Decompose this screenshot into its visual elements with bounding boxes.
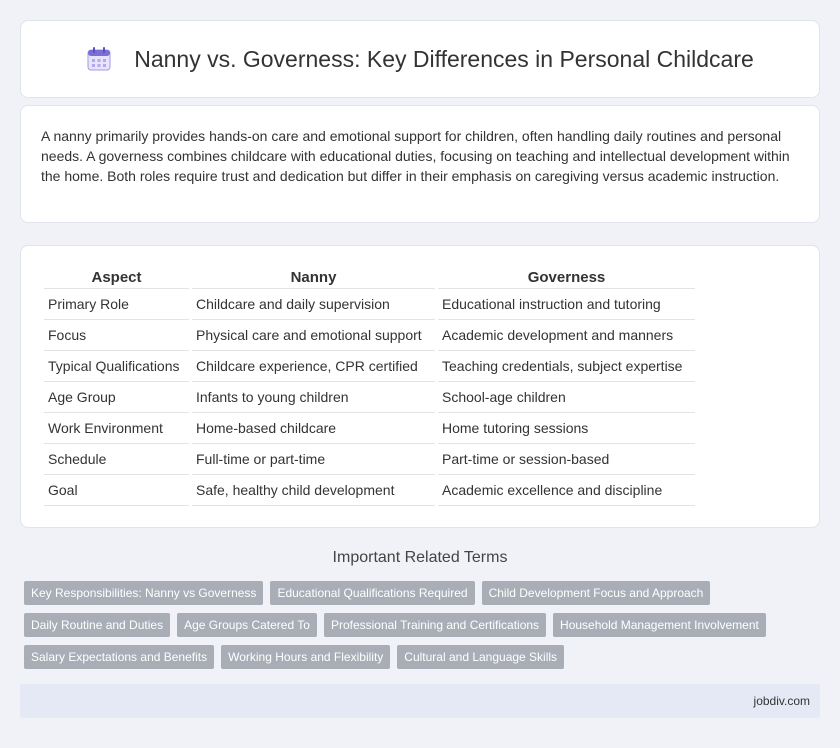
tag-row (24, 613, 824, 637)
term-tag[interactable]: Cultural and Language Skills (397, 645, 564, 669)
footer-site-link[interactable]: jobdiv.com (753, 694, 810, 708)
cell-governess: Educational instruction and tutoring (438, 289, 695, 320)
table-row (44, 444, 695, 475)
table-row (44, 382, 695, 413)
intro-card (20, 105, 820, 223)
calendar-icon (86, 46, 112, 72)
tag-row (24, 581, 824, 605)
cell-governess: Home tutoring sessions (438, 413, 695, 444)
cell-governess: Academic excellence and discipline (438, 475, 695, 506)
cell-aspect: Primary Role (44, 289, 189, 320)
term-tag[interactable]: Professional Training and Certifications (324, 613, 546, 637)
table-row (44, 351, 695, 382)
header-governess: Governess (438, 266, 695, 289)
term-tag[interactable]: Salary Expectations and Benefits (24, 645, 214, 669)
cell-governess: Academic development and manners (438, 320, 695, 351)
related-terms-title: Important Related Terms (332, 549, 508, 566)
cell-governess: Teaching credentials, subject expertise (438, 351, 695, 382)
cell-aspect: Focus (44, 320, 189, 351)
term-tag[interactable]: Household Management Involvement (553, 613, 766, 637)
cell-nanny: Physical care and emotional support (192, 320, 435, 351)
table-row (44, 475, 695, 506)
cell-nanny: Safe, healthy child development (192, 475, 435, 506)
cell-nanny: Home-based childcare (192, 413, 435, 444)
page-title: Nanny vs. Governess: Key Differences in Personal Childcare (134, 45, 754, 72)
comparison-table (41, 266, 698, 506)
term-tag[interactable]: Working Hours and Flexibility (221, 645, 390, 669)
term-tag[interactable]: Child Development Focus and Approach (482, 581, 711, 605)
cell-aspect: Work Environment (44, 413, 189, 444)
header-aspect: Aspect (44, 266, 189, 289)
cell-aspect: Goal (44, 475, 189, 506)
cell-aspect: Schedule (44, 444, 189, 475)
cell-nanny: Full-time or part-time (192, 444, 435, 475)
term-tag[interactable]: Educational Qualifications Required (270, 581, 474, 605)
cell-aspect: Age Group (44, 382, 189, 413)
tag-row (24, 645, 824, 669)
title-wrap (86, 46, 754, 73)
header-nanny: Nanny (192, 266, 435, 289)
cell-nanny: Childcare and daily supervision (192, 289, 435, 320)
table-row (44, 413, 695, 444)
table-row (44, 320, 695, 351)
term-tag[interactable]: Key Responsibilities: Nanny vs Governess (24, 581, 263, 605)
intro-text: A nanny primarily provides hands-on care and emotional support for children, often handling daily routines and personal needs. A governess combines childcare with educational duties, focusing on teaching and intellectual development within the home. Both roles require trust and dedication but differ in their emphasis on caregiving versus academic instruction. (41, 128, 790, 184)
cell-nanny: Childcare experience, CPR certified (192, 351, 435, 382)
term-tag[interactable]: Daily Routine and Duties (24, 613, 170, 637)
cell-aspect: Typical Qualifications (44, 351, 189, 382)
footer (20, 684, 820, 718)
cell-governess: Part-time or session-based (438, 444, 695, 475)
header-card (20, 20, 820, 98)
table-row (44, 289, 695, 320)
table-header-row (44, 266, 695, 289)
cell-governess: School-age children (438, 382, 695, 413)
cell-nanny: Infants to young children (192, 382, 435, 413)
table-card (20, 245, 820, 528)
term-tag[interactable]: Age Groups Catered To (177, 613, 317, 637)
related-terms-tags (24, 581, 824, 677)
